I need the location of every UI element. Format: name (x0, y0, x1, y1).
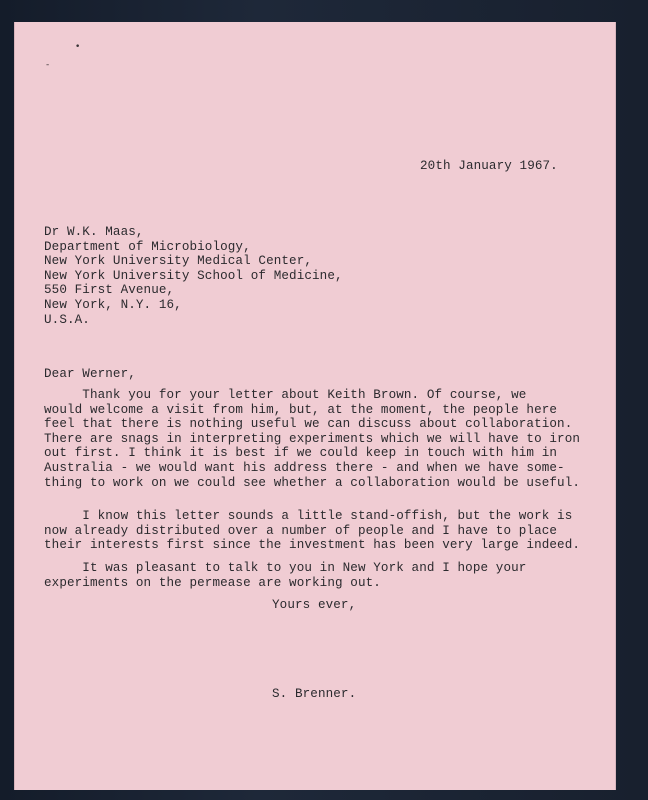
text-line: feel that there is nothing useful we can discuss about collaboration. (44, 417, 573, 432)
paragraph-1 (44, 388, 580, 490)
address-line: 550 First Avenue, (44, 283, 175, 298)
letter-date: 20th January 1967. (420, 159, 558, 173)
closing: Yours ever, (272, 598, 357, 612)
text-line: their interests first since the investment has been very large indeed. (44, 538, 581, 553)
address-line: New York University School of Medicine, (44, 268, 343, 283)
text-line: Australia - we would want his address there - and when we have some- (44, 460, 565, 475)
address-line: New York University Medical Center, (44, 254, 313, 269)
address-line: New York, N.Y. 16, (44, 297, 182, 312)
text-line: would welcome a visit from him, but, at the moment, the people here (44, 402, 558, 417)
text-line: It was pleasant to talk to you in New York and I hope your (44, 561, 527, 575)
paragraph-3 (44, 561, 526, 590)
stray-mark: - (46, 60, 50, 70)
text-line: out first. I think it is best if we could keep in touch with him in (44, 446, 558, 461)
address-line: Dr W.K. Maas, (44, 225, 144, 239)
address-line: U.S.A. (44, 312, 90, 327)
address-line: Department of Microbiology, (44, 239, 251, 254)
text-line: I know this letter sounds a little stand-offish, but the work is (44, 509, 573, 523)
paragraph-2 (44, 509, 580, 553)
signature: S. Brenner. (272, 687, 357, 701)
text-line: thing to work on we could see whether a collaboration would be useful. (44, 475, 581, 490)
text-line: Thank you for your letter about Keith Brown. Of course, we (44, 388, 527, 402)
text-line: experiments on the permease are working out. (44, 575, 381, 590)
recipient-address (44, 225, 343, 327)
stray-mark: • (75, 42, 81, 52)
text-line: There are snags in interpreting experiments which we will have to iron (44, 431, 581, 446)
letter-page (14, 22, 616, 790)
text-line: now already distributed over a number of people and I have to place (44, 523, 558, 538)
salutation: Dear Werner, (44, 367, 136, 381)
